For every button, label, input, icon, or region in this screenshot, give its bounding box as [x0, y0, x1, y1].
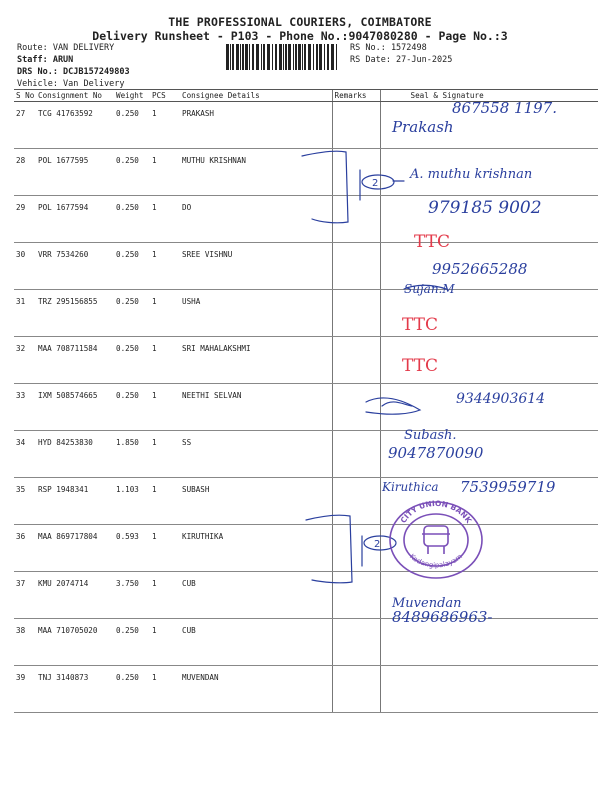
cell-weight: 0.250	[114, 337, 150, 384]
cell-pcs: 1	[150, 102, 180, 149]
cell-sno: 30	[14, 243, 36, 290]
cell-consignment-no: IXM 508574665	[36, 384, 114, 431]
col-header-consignee: Consignee Details	[180, 90, 332, 102]
col-header-signature: Seal & Signature	[380, 90, 598, 102]
cell-sno: 35	[14, 478, 36, 525]
cell-consignment-no: TNJ 3140873	[36, 666, 114, 713]
cell-consignee: DO	[180, 196, 332, 243]
rs-date: RS Date: 27-Jun-2025	[350, 55, 453, 65]
handwritten-signature-28: A. muthu krishnan	[410, 167, 533, 182]
cell-pcs: 1	[150, 572, 180, 619]
cell-pcs: 1	[150, 666, 180, 713]
cell-pcs: 1	[150, 619, 180, 666]
cell-pcs: 1	[150, 290, 180, 337]
cell-consignment-no: VRR 7534260	[36, 243, 114, 290]
cell-consignment-no: RSP 1948341	[36, 478, 114, 525]
col-header-sno: S No	[16, 91, 35, 100]
cell-sno: 29	[14, 196, 36, 243]
cell-consignment-no: POL 1677594	[36, 196, 114, 243]
cell-sno: 28	[14, 149, 36, 196]
cell-pcs: 1	[150, 149, 180, 196]
cell-consignee: CUB	[180, 572, 332, 619]
cell-pcs: 1	[150, 525, 180, 572]
cell-weight: 1.103	[114, 478, 150, 525]
cell-weight: 0.250	[114, 149, 150, 196]
handwritten-signature-39: Muvendan	[392, 596, 462, 611]
handwritten-signature-31: Sujan.M	[404, 282, 455, 296]
cell-consignee: MUTHU KRISHNAN	[180, 149, 332, 196]
cell-pcs: 1	[150, 478, 180, 525]
cell-consignment-no: KMU 2074714	[36, 572, 114, 619]
cell-pcs: 1	[150, 243, 180, 290]
cell-sno: 39	[14, 666, 36, 713]
svg-text:2: 2	[374, 539, 381, 550]
cell-weight: 0.250	[114, 666, 150, 713]
cell-weight: 0.593	[114, 525, 150, 572]
svg-text:Kodangipalayam	[408, 552, 464, 569]
cell-weight: 3.750	[114, 572, 150, 619]
cell-consignee: SS	[180, 431, 332, 478]
cell-sno: 33	[14, 384, 36, 431]
cell-sno: 31	[14, 290, 36, 337]
handwritten-ttc-32: TTC	[402, 315, 439, 335]
handwritten-phone-29: 979185 9002	[428, 198, 542, 218]
cell-consignee: NEETHI SELVAN	[180, 384, 332, 431]
handwritten-phone-39: 8489686963-	[392, 608, 493, 626]
cell-weight: 0.250	[114, 196, 150, 243]
cell-sno: 34	[14, 431, 36, 478]
rs-number: RS No.: 1572498	[350, 43, 427, 53]
cell-consignee: USHA	[180, 290, 332, 337]
stamp-bank-name: CITY UNION BANK	[398, 498, 474, 525]
handwritten-phone-27: 867558 1197.	[452, 99, 557, 117]
cell-weight: 0.250	[114, 102, 150, 149]
cell-consignment-no: MAA 710705020	[36, 619, 114, 666]
cell-consignee: KIRUTHIKA	[180, 525, 332, 572]
col-header-consignment: Consignment No	[36, 90, 114, 102]
col-header-pcs: PCS	[150, 90, 180, 102]
handwritten-signature-35: Subash.	[404, 428, 457, 443]
city-union-bank-stamp	[384, 496, 488, 580]
handwritten-ttc-30: TTC	[414, 232, 451, 252]
cell-sno: 37	[14, 572, 36, 619]
handwritten-phone-35: 9047870090	[388, 444, 484, 462]
bracket-rows-28-29-icon	[302, 151, 348, 223]
cell-weight: 0.250	[114, 243, 150, 290]
handwritten-ttc-33: TTC	[402, 356, 439, 376]
route-label: Route: VAN DELIVERY	[17, 43, 115, 53]
cell-consignee: SRI MAHALAKSHMI	[180, 337, 332, 384]
cell-sno: 32	[14, 337, 36, 384]
cell-pcs: 1	[150, 384, 180, 431]
cell-consignee: PRAKASH	[180, 102, 332, 149]
cell-consignment-no: HYD 84253830	[36, 431, 114, 478]
cell-consignee: MUVENDAN	[180, 666, 332, 713]
handwritten-signature-27: Prakash	[392, 118, 454, 136]
col-header-weight: Weight	[114, 90, 150, 102]
bracket-rows-37-38-icon	[306, 515, 352, 583]
cell-pcs: 1	[150, 196, 180, 243]
cell-consignment-no: MAA 708711584	[36, 337, 114, 384]
cell-pcs: 1	[150, 337, 180, 384]
cell-consignment-no: TRZ 295156855	[36, 290, 114, 337]
svg-text:2: 2	[372, 178, 379, 189]
handwritten-phone-34: 9344903614	[456, 391, 546, 407]
cell-sno: 36	[14, 525, 36, 572]
cell-consignee: CUB	[180, 619, 332, 666]
cell-sno: 38	[14, 619, 36, 666]
vehicle-label: Vehicle: Van Delivery	[17, 79, 125, 89]
stamp-branch-name: Kodangipalayam	[407, 552, 465, 570]
cell-consignee: SREE VISHNU	[180, 243, 332, 290]
col-header-remarks: Remarks	[332, 90, 380, 102]
handwritten-phone-36: 7539959719	[460, 478, 556, 496]
cell-pcs: 1	[150, 431, 180, 478]
cell-consignment-no: TCG 41763592	[36, 102, 114, 149]
cell-weight: 1.850	[114, 431, 150, 478]
handwritten-signature-36: Kiruthica	[382, 480, 439, 494]
cell-sno: 27	[14, 102, 36, 149]
cell-consignment-no: POL 1677595	[36, 149, 114, 196]
svg-text:CITY UNION BANK	[399, 499, 474, 526]
staff-label: Staff: ARUN	[17, 55, 74, 65]
cell-weight: 0.250	[114, 619, 150, 666]
runsheet-subtitle: Delivery Runsheet - P103 - Phone No.:9047080280 - Page No.:3	[92, 29, 508, 43]
cell-weight: 0.250	[114, 384, 150, 431]
cell-consignee: SUBASH	[180, 478, 332, 525]
cell-weight: 0.250	[114, 290, 150, 337]
handwritten-phone-31: 9952665288	[432, 260, 528, 278]
cell-consignment-no: MAA 869717804	[36, 525, 114, 572]
company-title: THE PROFESSIONAL COURIERS, COIMBATORE	[168, 15, 432, 29]
drs-number: DRS No.: DCJB157249803	[17, 67, 130, 77]
